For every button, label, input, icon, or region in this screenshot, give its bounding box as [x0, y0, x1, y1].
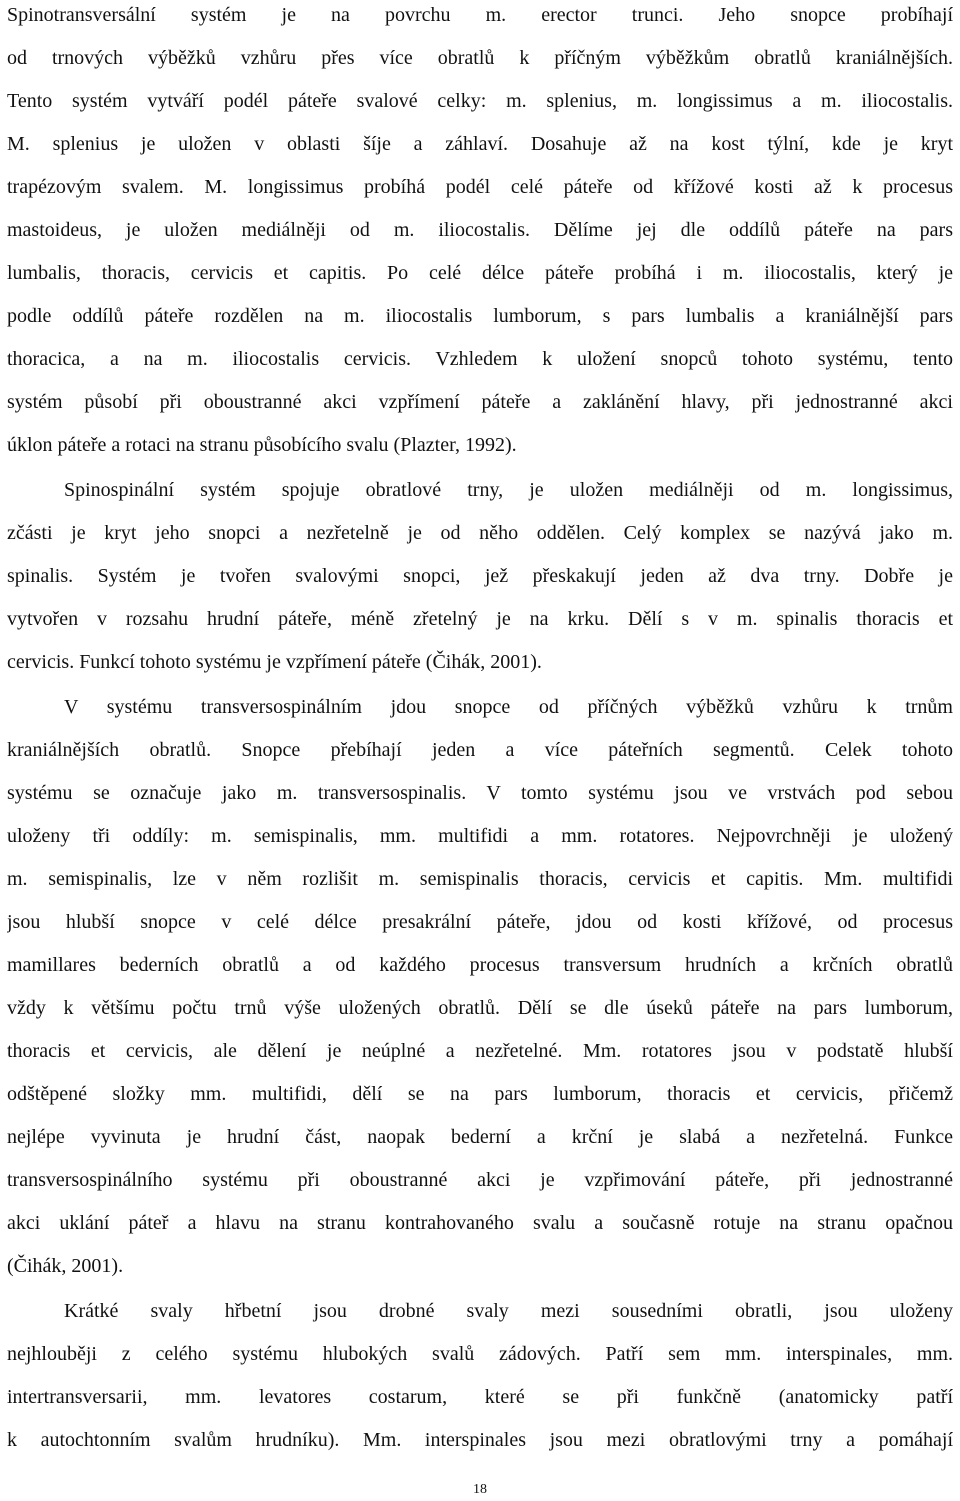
text-line: mamillares bederních obratlů a od každého procesus transversum hrudních a krčních obratlů: [7, 954, 953, 976]
text-line: zčásti je kryt jeho snopci a nezřetelně je od něho oddělen. Celý komplex se nazývá jako m.: [7, 522, 953, 544]
text-line: od trnových výběžků vzhůru přes více obratlů k příčným výběžkům obratlů kraniálnějších.: [7, 47, 953, 69]
text-line: trapézovým svalem. M. longissimus probíhá podél celé páteře od křížové kosti až k procesus: [7, 176, 953, 198]
text-line: M. splenius je uložen v oblasti šíje a záhlaví. Dosahuje až na kost týlní, kde je kryt: [7, 133, 953, 155]
text-line: thoracica, a na m. iliocostalis cervicis. Vzhledem k uložení snopců tohoto systému, tento: [7, 348, 953, 370]
text-line: jsou hlubší snopce v celé délce presakrální páteře, jdou od kosti křížové, od procesus: [7, 911, 953, 933]
text-line: cervicis. Funkcí tohoto systému je vzpřímení páteře (Čihák, 2001).: [7, 651, 542, 673]
page-number: 18: [473, 1482, 487, 1497]
text-line: transversospinálního systému při oboustranné akci je vzpřimování páteře, při jednostranné: [7, 1169, 953, 1191]
text-line: Tento systém vytváří podél páteře svalové celky: m. splenius, m. longissimus a m. iliocostalis.: [7, 90, 953, 112]
text-line: Krátké svaly hřbetní jsou drobné svaly mezi sousedními obratli, jsou uloženy: [64, 1300, 953, 1322]
text-line: V systému transversospinálním jdou snopce od příčných výběžků vzhůru k trnům: [64, 696, 953, 718]
text-line: m. semispinalis, lze v něm rozlišit m. semispinalis thoracis, cervicis et capitis. Mm. multifidi: [7, 868, 953, 890]
text-line: systém působí při oboustranné akci vzpřímení páteře a zaklánění hlavy, při jednostranné akci: [7, 391, 953, 413]
text-line: Spinotransversální systém je na povrchu m. erector trunci. Jeho snopce probíhají: [7, 4, 953, 26]
text-line: nejhlouběji z celého systému hlubokých svalů zádových. Patří sem mm. interspinales, mm.: [7, 1343, 953, 1365]
text-line: thoracis et cervicis, ale dělení je neúplné a nezřetelné. Mm. rotatores jsou v podstatě hlubší: [7, 1040, 953, 1062]
text-line: lumbalis, thoracis, cervicis et capitis. Po celé délce páteře probíhá i m. iliocostalis, který je: [7, 262, 953, 284]
text-line: k autochtonním svalům hrudníku). Mm. interspinales jsou mezi obratlovými trny a pomáhají: [7, 1429, 953, 1451]
text-line: (Čihák, 2001).: [7, 1255, 124, 1277]
document-page: [7, 0, 953, 1501]
text-line: vždy k většímu počtu trnů výše uložených obratlů. Dělí se dle úseků páteře na pars lumborum,: [7, 997, 953, 1019]
text-line: kraniálnějších obratlů. Snopce přebíhají jeden a více páteřních segmentů. Celek tohoto: [7, 739, 953, 761]
text-line: systému se označuje jako m. transversospinalis. V tomto systému jsou ve vrstvách pod sebou: [7, 782, 953, 804]
text-line: akci uklání páteř a hlavu na stranu kontrahovaného svalu a současně rotuje na stranu opačnou: [7, 1212, 953, 1234]
text-line: uloženy tři oddíly: m. semispinalis, mm. multifidi a mm. rotatores. Nejpovrchněji je uložený: [7, 825, 953, 847]
text-line: odštěpené složky mm. multifidi, dělí se na pars lumborum, thoracis et cervicis, přičemž: [7, 1083, 953, 1105]
text-line: nejlépe vyvinuta je hrudní část, naopak bederní a krční je slabá a nezřetelná. Funkce: [7, 1126, 953, 1148]
text-line: vytvořen v rozsahu hrudní páteře, méně zřetelný je na krku. Dělí s v m. spinalis thoracis et: [7, 608, 953, 630]
text-line: úklon páteře a rotaci na stranu působícího svalu (Plazter, 1992).: [7, 434, 517, 456]
text-line: Spinospinální systém spojuje obratlové trny, je uložen mediálněji od m. longissimus,: [64, 479, 953, 501]
text-line: podle oddílů páteře rozdělen na m. iliocostalis lumborum, s pars lumbalis a kraniálnější pars: [7, 305, 953, 327]
text-line: intertransversarii, mm. levatores costarum, které se při funkčně (anatomicky patří: [7, 1386, 953, 1408]
text-line: spinalis. Systém je tvořen svalovými snopci, jež přeskakují jeden až dva trny. Dobře je: [7, 565, 953, 587]
text-line: mastoideus, je uložen mediálněji od m. iliocostalis. Dělíme jej dle oddílů páteře na pars: [7, 219, 953, 241]
